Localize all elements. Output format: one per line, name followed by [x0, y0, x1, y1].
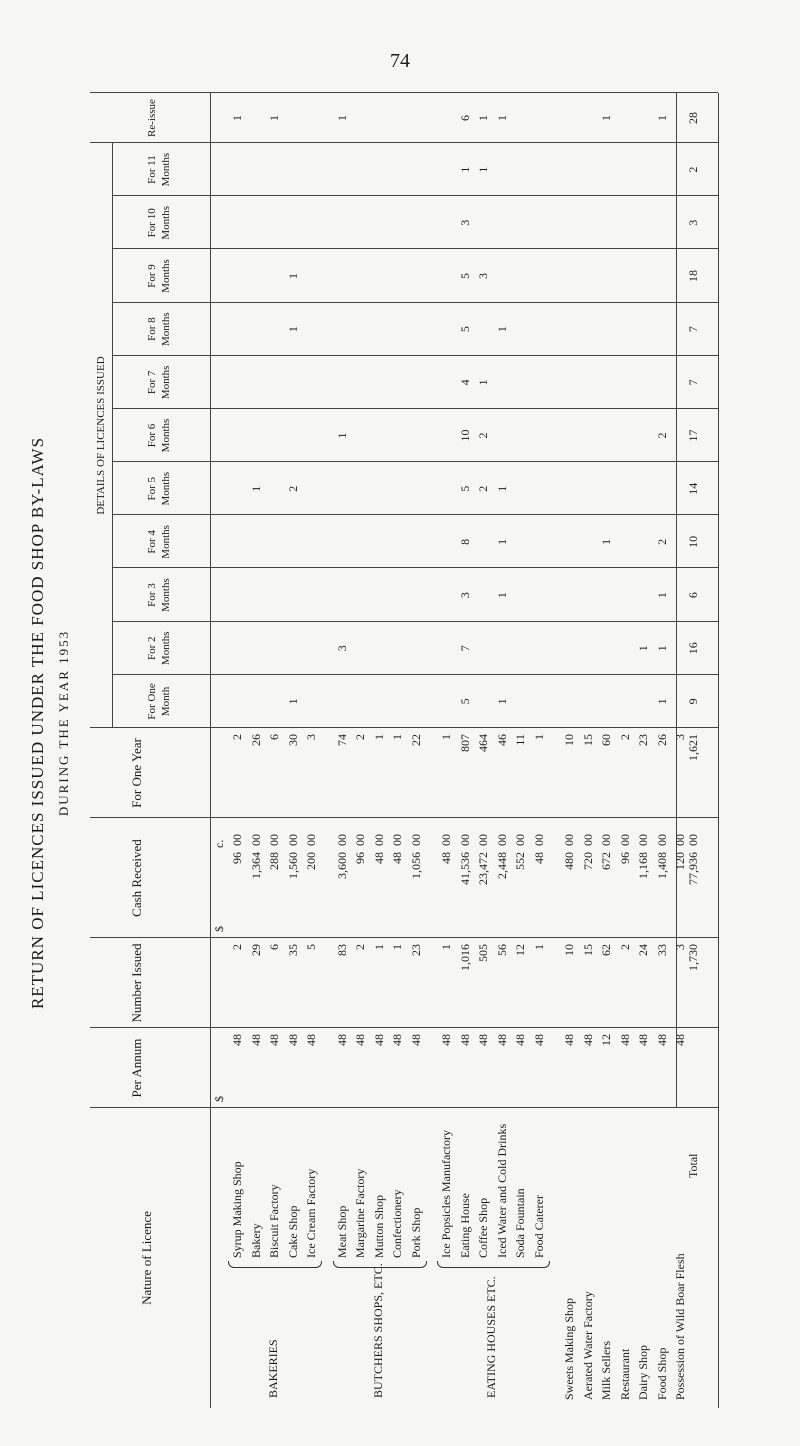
row-cash-cents: 00	[562, 834, 576, 846]
header-nature: Nature of Licence	[139, 1211, 154, 1305]
header-one-year: For One Year	[129, 738, 144, 808]
row-one-year: 2	[353, 734, 367, 740]
row-cash: 1,364	[248, 852, 263, 879]
row-month-count: 2	[285, 485, 300, 492]
row-number-issued: 505	[476, 944, 490, 962]
row-one-year: 1	[390, 734, 404, 740]
row-month-count: 2	[476, 432, 490, 439]
row-month-count: 7	[457, 645, 472, 652]
row-reissue: 1	[230, 115, 244, 121]
row-one-year: 15	[580, 734, 595, 746]
column-rule	[112, 302, 718, 303]
total-month-count: 7	[686, 326, 700, 333]
header-month: For 9 Months	[146, 259, 172, 293]
row-cash-cents: 00	[580, 834, 595, 846]
licence-table	[90, 93, 718, 1408]
row-number-issued: 23	[408, 944, 423, 956]
row-nature: Biscuit Factory	[267, 1184, 281, 1258]
row-cash-cents: 00	[654, 834, 669, 846]
row-number-issued: 15	[580, 944, 595, 956]
column-rule	[90, 937, 718, 938]
row-nature: Aerated Water Factory	[580, 1291, 595, 1400]
column-rule	[112, 621, 718, 622]
row-reissue: 1	[334, 115, 349, 121]
total-month-count: 14	[686, 482, 700, 495]
row-one-year: 10	[562, 734, 576, 746]
row-per-annum: 48	[531, 1034, 546, 1046]
row-cash: 1,560	[285, 852, 300, 879]
row-per-annum: 48	[636, 1034, 650, 1046]
row-reissue: 1	[476, 115, 490, 121]
row-month-count: 1	[494, 538, 509, 545]
row-cash-cents: 00	[248, 834, 263, 846]
total-month-count: 3	[686, 219, 700, 226]
row-month-count: 8	[457, 538, 472, 545]
column-rule	[90, 142, 718, 143]
row-cash-cents: 00	[267, 834, 281, 846]
header-month: For 7 Months	[146, 365, 172, 400]
row-one-year: 30	[285, 734, 300, 746]
row-one-year: 23	[636, 734, 650, 746]
row-per-annum: 48	[248, 1034, 263, 1046]
column-rule	[90, 1027, 718, 1028]
row-nature: Eating House	[457, 1193, 472, 1258]
row-month-count: 1	[285, 326, 300, 333]
row-nature: Milk Sellers	[599, 1341, 613, 1400]
row-rule	[210, 93, 211, 1408]
row-cash: 96	[617, 852, 632, 864]
row-month-count: 1	[248, 485, 263, 492]
row-month-count: 4	[457, 379, 472, 386]
header-month: For 6 Months	[146, 418, 172, 453]
row-nature: Iced Water and Cold Drinks	[494, 1123, 509, 1258]
header-month: For 8 Months	[146, 312, 172, 346]
row-nature: Bakery	[248, 1223, 263, 1258]
header-month: For 2 Months	[146, 631, 172, 666]
row-per-annum: 48	[439, 1034, 453, 1046]
row-cash-cents: 00	[353, 834, 367, 846]
row-cash: 96	[230, 852, 244, 864]
row-per-annum: 48	[562, 1034, 576, 1046]
total-month-count: 10	[686, 535, 700, 548]
row-number-issued: 1	[371, 944, 386, 950]
row-per-annum: 48	[371, 1034, 386, 1046]
row-one-year: 46	[494, 734, 509, 746]
row-cash-cents: 00	[304, 834, 318, 846]
row-one-year: 3	[304, 734, 318, 740]
row-cash-cents: 00	[230, 834, 244, 846]
total-reissue: 28	[686, 112, 700, 124]
row-number-issued: 29	[248, 944, 263, 956]
row-month-count: 1	[494, 698, 509, 705]
row-number-issued: 1	[390, 944, 404, 950]
row-number-issued: 2	[617, 944, 632, 950]
row-cash: 96	[353, 852, 367, 864]
row-one-year: 3	[673, 734, 687, 740]
row-number-issued: 35	[285, 944, 300, 956]
row-month-count: 1	[457, 166, 472, 173]
row-cash-cents: 00	[334, 834, 349, 846]
row-month-count: 1	[476, 379, 490, 386]
total-month-count: 7	[686, 379, 700, 386]
total-month-count: 16	[686, 642, 700, 655]
column-rule	[112, 567, 718, 568]
total-one-year: 1,621	[686, 734, 700, 761]
column-rule	[90, 817, 718, 818]
column-rule	[90, 92, 718, 93]
row-month-count: 1	[654, 698, 669, 705]
row-month-count: 5	[457, 272, 472, 279]
row-cash: 288	[267, 852, 281, 870]
row-cash: 672	[599, 852, 613, 870]
row-number-issued: 10	[562, 944, 576, 956]
row-cash-cents: 00	[439, 834, 453, 846]
row-cash: 120	[673, 852, 687, 870]
cash-currency: $	[212, 926, 226, 932]
row-reissue: 6	[457, 115, 472, 121]
row-number-issued: 33	[654, 944, 669, 956]
row-rule	[112, 143, 113, 728]
row-reissue: 1	[599, 115, 613, 121]
row-month-count: 3	[457, 592, 472, 599]
row-month-count: 2	[654, 538, 669, 545]
row-month-count: 10	[457, 429, 472, 442]
row-nature: Pork Shop	[408, 1207, 423, 1258]
row-month-count: 5	[457, 698, 472, 705]
row-cash-cents: 00	[673, 834, 687, 846]
row-month-count: 1	[494, 592, 509, 599]
row-one-year: 6	[267, 734, 281, 740]
row-month-count: 1	[654, 645, 669, 652]
row-month-count: 5	[457, 485, 472, 492]
row-nature: Meat Shop	[334, 1205, 349, 1258]
row-cash: 1,056	[408, 852, 423, 879]
row-nature: Sweets Making Shop	[562, 1298, 576, 1400]
row-cash-cents: 00	[513, 834, 527, 846]
row-number-issued: 56	[494, 944, 509, 956]
row-cash: 720	[580, 852, 595, 870]
cash-cents-mark: c.	[212, 839, 226, 848]
header-cash-received: Cash Received	[129, 839, 144, 917]
row-nature: Soda Fountain	[513, 1188, 527, 1258]
row-one-year: 1	[439, 734, 453, 740]
total-month-count: 6	[686, 592, 700, 599]
row-month-count: 3	[476, 272, 490, 279]
row-per-annum: 48	[476, 1034, 490, 1046]
row-month-count: 1	[494, 485, 509, 492]
row-per-annum: 48	[334, 1034, 349, 1046]
row-number-issued: 5	[304, 944, 318, 950]
row-month-count: 1	[494, 326, 509, 333]
row-nature: Cake Shop	[285, 1205, 300, 1258]
row-month-count: 3	[334, 645, 349, 652]
row-cash: 1,408	[654, 852, 669, 879]
row-one-year: 60	[599, 734, 613, 746]
row-number-issued: 62	[599, 944, 613, 956]
row-per-annum: 48	[230, 1034, 244, 1046]
row-month-count: 2	[654, 432, 669, 439]
row-per-annum: 48	[408, 1034, 423, 1046]
row-per-annum: 48	[513, 1034, 527, 1046]
header-per-annum: Per Annum	[129, 1038, 144, 1098]
row-nature: Dairy Shop	[636, 1345, 650, 1400]
total-cash-cents: 00	[686, 834, 700, 846]
row-cash-cents: 00	[617, 834, 632, 846]
row-per-annum: 48	[494, 1034, 509, 1046]
row-reissue: 1	[654, 115, 669, 121]
row-nature: Syrup Making Shop	[230, 1161, 244, 1258]
page-subtitle: DURING THE YEAR 1953	[56, 629, 71, 817]
per-annum-currency: $	[212, 1096, 226, 1102]
group-label: BUTCHERS SHOPS, ETC.	[370, 1263, 385, 1398]
row-month-count: 1	[599, 538, 613, 545]
row-cash-cents: 00	[408, 834, 423, 846]
row-number-issued: 1	[531, 944, 546, 950]
row-cash-cents: 00	[636, 834, 650, 846]
row-cash-cents: 00	[476, 834, 490, 846]
row-nature: Mutton Shop	[371, 1194, 386, 1258]
column-rule	[112, 514, 718, 515]
row-cash: 552	[513, 852, 527, 870]
row-one-year: 26	[248, 734, 263, 746]
row-cash: 2,448	[494, 852, 509, 879]
row-per-annum: 48	[580, 1034, 595, 1046]
row-month-count: 1	[285, 272, 300, 279]
row-number-issued: 1,016	[457, 944, 472, 971]
row-reissue: 1	[494, 115, 509, 121]
row-per-annum: 48	[673, 1034, 687, 1046]
row-nature: Coffee Shop	[476, 1197, 490, 1258]
row-cash-cents: 00	[531, 834, 546, 846]
row-cash-cents: 00	[457, 834, 472, 846]
column-rule	[112, 248, 718, 249]
total-month-count: 17	[686, 429, 700, 442]
header-number-issued: Number Issued	[129, 943, 144, 1023]
total-label: Total	[686, 1153, 700, 1178]
row-cash: 200	[304, 852, 318, 870]
row-month-count: 1	[636, 645, 650, 652]
row-one-year: 26	[654, 734, 669, 746]
column-rule	[90, 727, 718, 728]
row-month-count: 1	[334, 432, 349, 439]
row-reissue: 1	[267, 115, 281, 121]
row-one-year: 1	[531, 734, 546, 740]
row-per-annum: 48	[353, 1034, 367, 1046]
row-number-issued: 2	[353, 944, 367, 950]
row-one-year: 22	[408, 734, 423, 746]
row-month-count: 3	[457, 219, 472, 226]
row-one-year: 464	[476, 734, 490, 752]
row-nature: Restaurant	[617, 1348, 632, 1400]
row-cash-cents: 00	[494, 834, 509, 846]
row-nature: Food Shop	[654, 1347, 669, 1400]
row-nature: Food Caterer	[531, 1195, 546, 1258]
row-cash-cents: 00	[371, 834, 386, 846]
row-cash-cents: 00	[599, 834, 613, 846]
total-cash: 77,936	[686, 852, 700, 885]
row-cash: 23,472	[476, 852, 490, 885]
group-label: EATING HOUSES ETC.	[484, 1276, 499, 1398]
header-reissue: Re-issue	[146, 99, 158, 137]
row-per-annum: 48	[654, 1034, 669, 1046]
row-number-issued: 24	[636, 944, 650, 956]
row-number-issued: 3	[673, 944, 687, 950]
header-month: For One Month	[146, 683, 172, 720]
header-month: For 3 Months	[146, 578, 172, 612]
row-cash: 41,536	[457, 852, 472, 885]
row-number-issued: 6	[267, 944, 281, 950]
row-cash: 3,600	[334, 852, 349, 879]
row-one-year: 807	[457, 734, 472, 752]
row-per-annum: 48	[457, 1034, 472, 1046]
row-month-count: 5	[457, 326, 472, 333]
row-nature: Margarine Factory	[353, 1168, 367, 1258]
column-rule	[112, 461, 718, 462]
row-cash-cents: 00	[285, 834, 300, 846]
row-nature: Possession of Wild Boar Flesh	[673, 1253, 687, 1400]
row-cash: 48	[439, 852, 453, 864]
column-rule	[90, 1107, 718, 1108]
row-cash: 1,168	[636, 852, 650, 879]
row-one-year: 74	[334, 734, 349, 746]
page-title: RETURN OF LICENCES ISSUED UNDER THE FOOD SHOP BY-LAWS	[28, 436, 47, 1010]
row-cash: 48	[531, 852, 546, 864]
group-brace	[228, 1261, 322, 1268]
row-one-year: 2	[617, 734, 632, 740]
row-number-issued: 12	[513, 944, 527, 956]
row-nature: Ice Cream Factory	[304, 1168, 318, 1258]
row-per-annum: 12	[599, 1034, 613, 1046]
row-month-count: 2	[476, 485, 490, 492]
header-month: For 5 Months	[146, 471, 172, 506]
row-number-issued: 2	[230, 944, 244, 950]
total-month-count: 18	[686, 269, 700, 282]
group-brace	[333, 1261, 427, 1268]
row-number-issued: 83	[334, 944, 349, 956]
row-per-annum: 48	[285, 1034, 300, 1046]
header-month: For 10 Months	[146, 205, 172, 240]
row-nature: Confectionery	[390, 1189, 404, 1258]
row-one-year: 11	[513, 734, 527, 746]
total-month-count: 2	[686, 166, 700, 173]
row-rule	[676, 93, 677, 1108]
group-label: BAKERIES	[266, 1339, 280, 1398]
row-number-issued: 1	[439, 944, 453, 950]
total-number-issued: 1,730	[686, 944, 700, 971]
column-rule	[112, 674, 718, 675]
row-per-annum: 48	[267, 1034, 281, 1046]
row-rule	[718, 93, 719, 1408]
row-cash: 48	[371, 852, 386, 864]
page-number: 74	[390, 50, 410, 72]
group-brace	[437, 1261, 550, 1268]
row-one-year: 2	[230, 734, 244, 740]
column-rule	[112, 195, 718, 196]
row-nature: Ice Popsicles Manufactory	[439, 1130, 453, 1258]
row-month-count: 1	[654, 592, 669, 599]
row-one-year: 1	[371, 734, 386, 740]
row-cash: 480	[562, 852, 576, 870]
column-rule	[112, 408, 718, 409]
column-rule	[112, 355, 718, 356]
row-month-count: 1	[285, 698, 300, 705]
header-details-group: DETAILS OF LICENCES ISSUED	[95, 356, 107, 515]
row-per-annum: 48	[390, 1034, 404, 1046]
row-month-count: 1	[476, 166, 490, 173]
row-per-annum: 48	[617, 1034, 632, 1046]
row-cash-cents: 00	[390, 834, 404, 846]
header-month: For 4 Months	[146, 525, 172, 559]
row-cash: 48	[390, 852, 404, 864]
header-month: For 11 Months	[146, 152, 172, 187]
row-per-annum: 48	[304, 1034, 318, 1046]
total-month-count: 9	[686, 698, 700, 705]
